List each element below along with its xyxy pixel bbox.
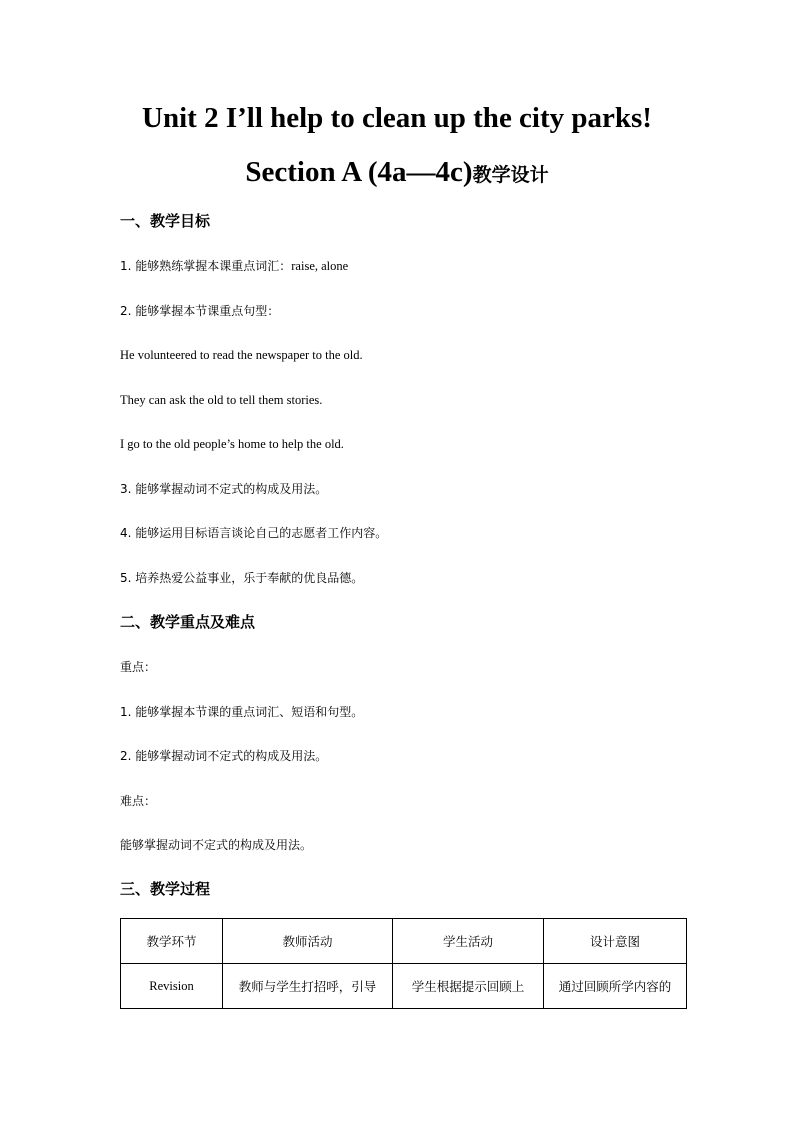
objective-item-5: 5. 培养热爱公益事业，乐于奉献的优良品德。 [120,571,364,585]
table-header-cell: 教师活动 [223,919,393,964]
objective-item-1-text: 1. 能够熟练掌握本课重点词汇： [120,259,292,273]
table-cell: 通过回顾所学内容的 [544,964,687,1009]
objective-item-4: 4. 能够运用目标语言谈论自己的志愿者工作内容。 [120,526,388,540]
objective-item-2: 2. 能够掌握本节课重点句型： [120,304,280,318]
key-points-label: 重点： [120,660,157,674]
objective-item-1-words: raise, alone [291,259,349,273]
table-header-cell: 学生活动 [393,919,544,964]
document-subtitle [0,152,794,195]
objective-item-3: 3. 能够掌握动词不定式的构成及用法。 [120,482,328,496]
table-cell: Revision [121,964,223,1009]
section-heading-process: 三、教学过程 [120,880,211,898]
table-header-cell: 设计意图 [544,919,687,964]
table-cell: 教师与学生打招呼，引导 [223,964,393,1009]
table-cell: 学生根据提示回顾上 [393,964,544,1009]
key-sentence-1: He volunteered to read the newspaper to the old. [120,348,363,362]
teaching-process-table [120,918,687,1009]
table-header-cell: 教学环节 [121,919,223,964]
table-row [121,964,687,1009]
subtitle-english: Section A (4a—4c) [245,156,473,188]
objective-item-1 [120,257,348,275]
table-header-row [121,919,687,964]
document-title: Unit 2 I’ll help to clean up the city parks! [142,102,652,134]
key-sentence-2: They can ask the old to tell them stories. [120,393,323,407]
key-sentence-3: I go to the old people’s home to help the old. [120,437,344,451]
difficult-point-1: 能够掌握动词不定式的构成及用法。 [120,838,313,852]
section-heading-objectives: 一、教学目标 [120,212,211,230]
subtitle-chinese: 教学设计 [472,164,549,186]
key-point-1: 1. 能够掌握本节课的重点词汇、短语和句型。 [120,705,364,719]
key-point-2: 2. 能够掌握动词不定式的构成及用法。 [120,749,328,763]
section-heading-key-points: 二、教学重点及难点 [120,613,256,631]
difficult-points-label: 难点： [120,794,157,808]
